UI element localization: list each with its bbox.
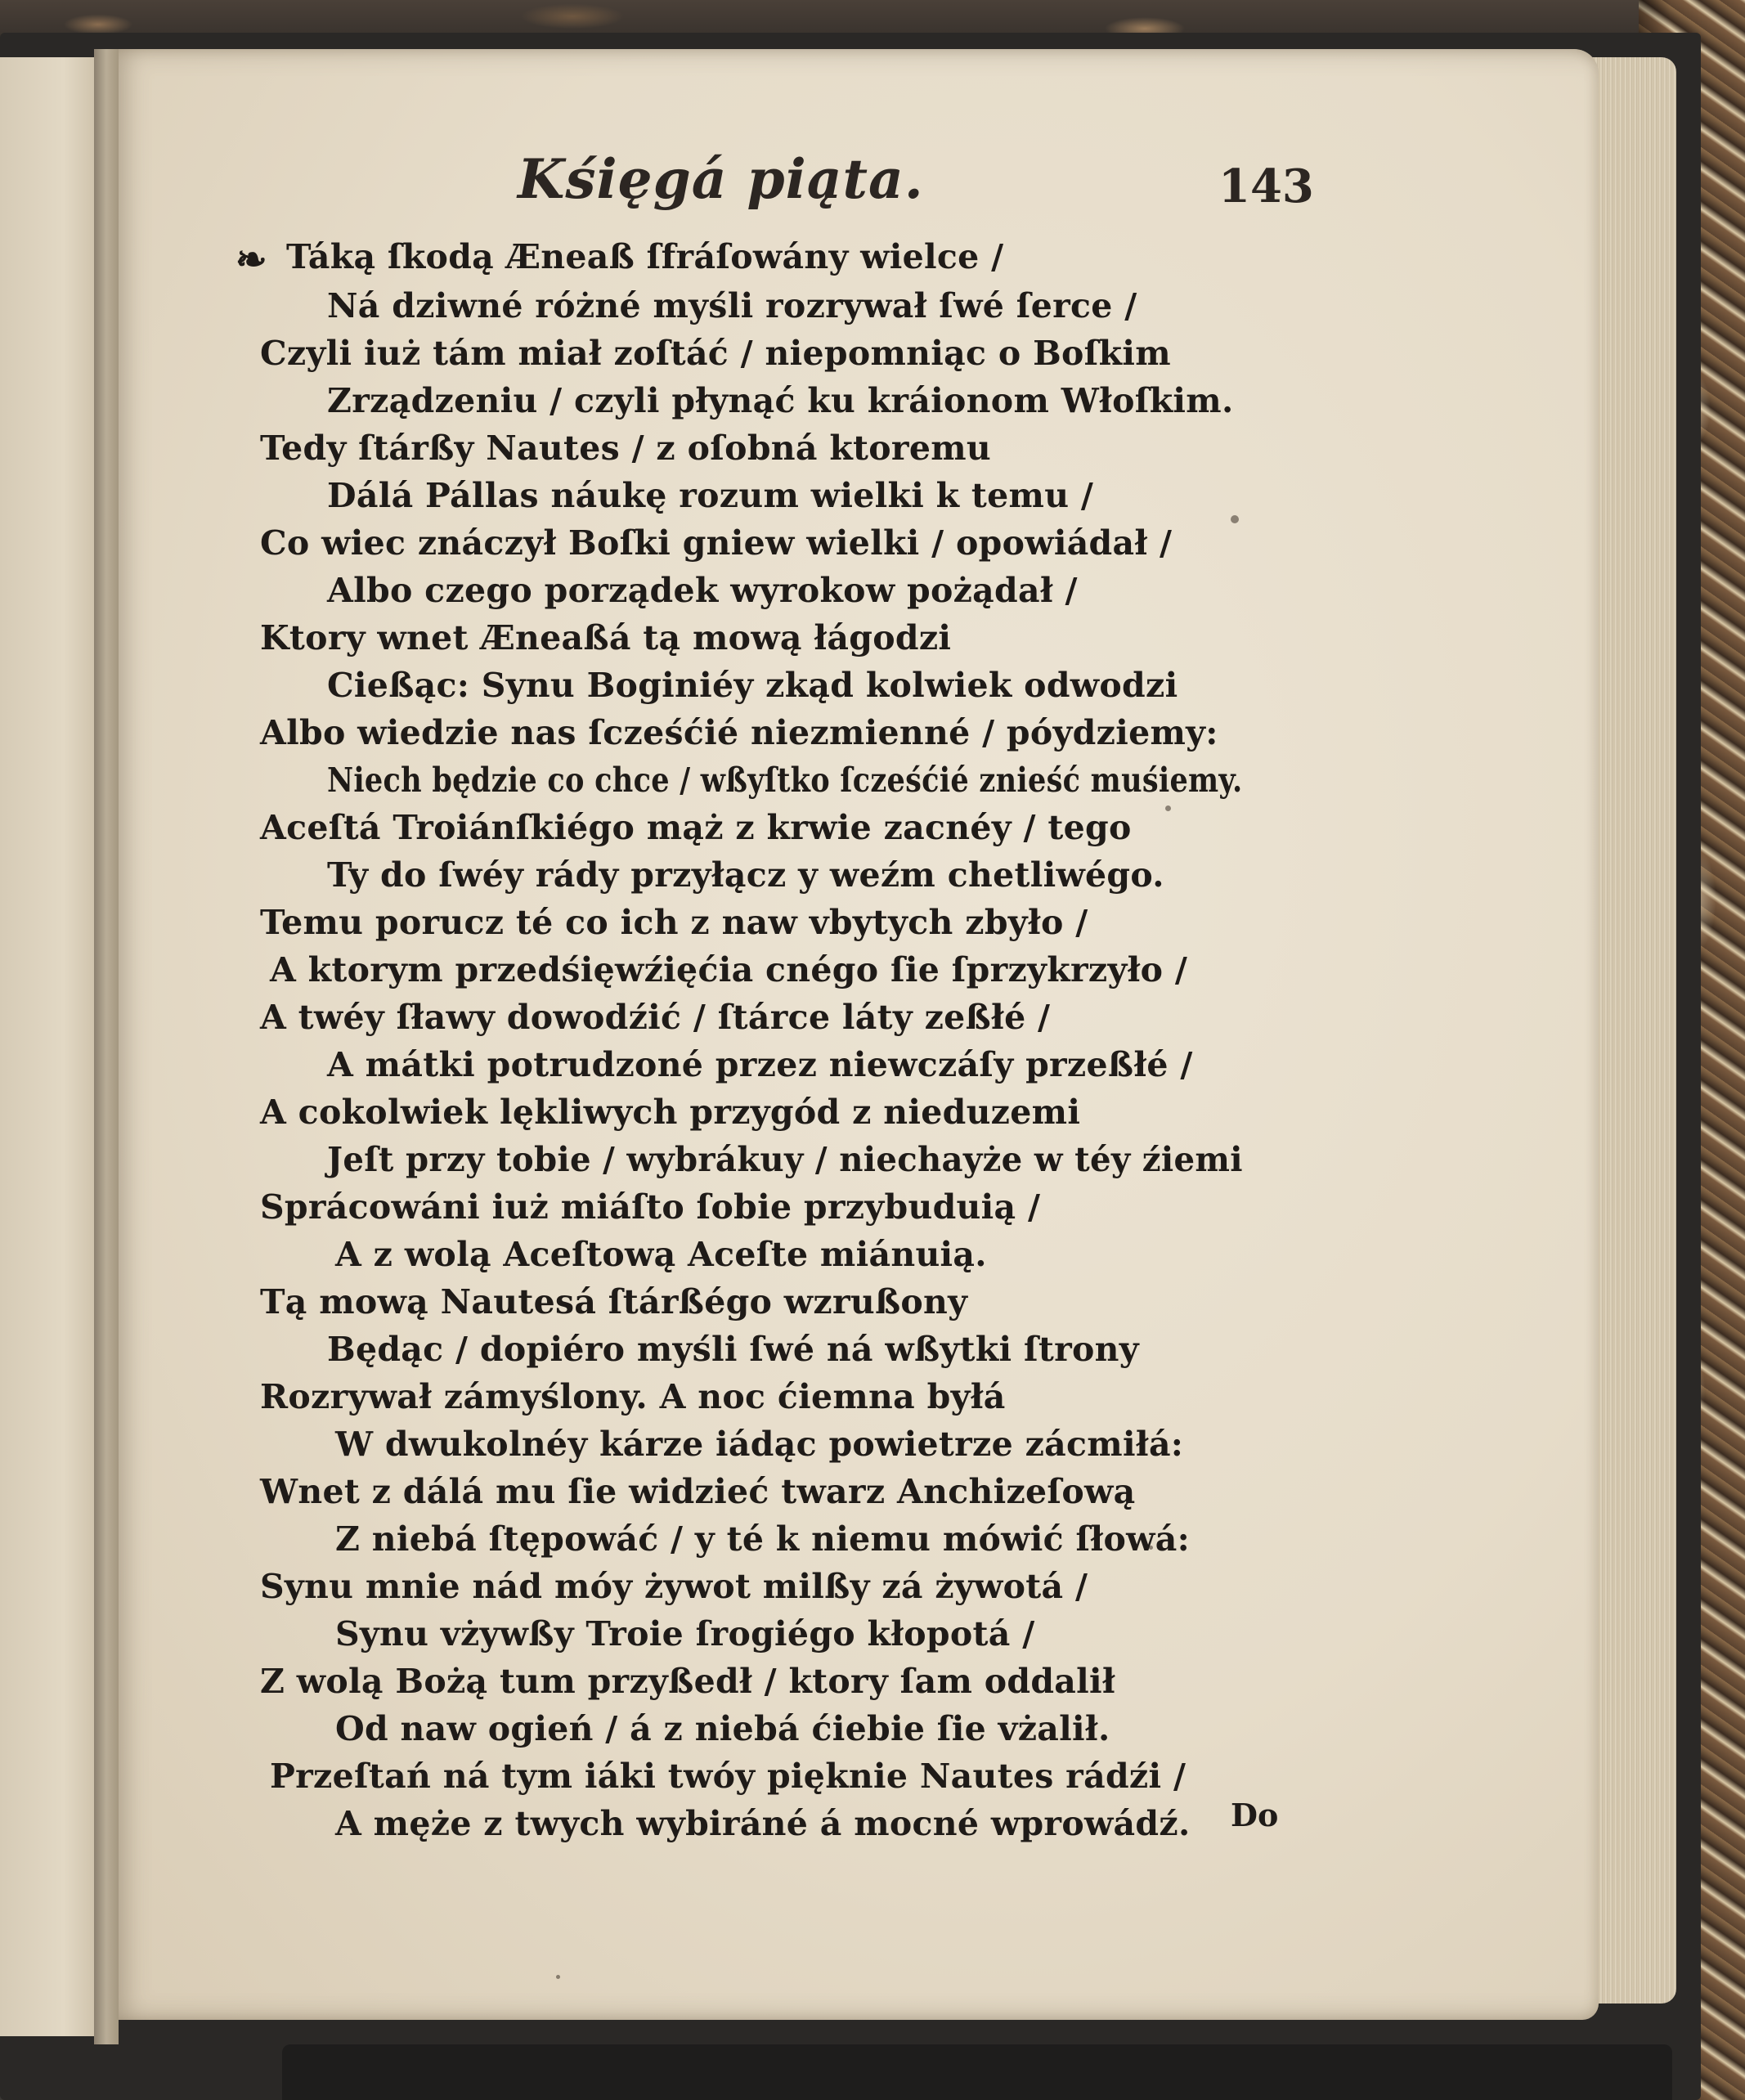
running-head-title: Kśięgá piąta.	[518, 147, 924, 211]
text-line: Niech będzie co chce / wßyſtko ſcześćié znieść muśiemy.	[327, 761, 1243, 800]
text-line: Cießąc: Synu Boginiéy zkąd kolwiek odwodzi	[327, 666, 1178, 705]
text-line: Aceſtá Troiánſkiégo mąż z krwie zacnéy / tego	[260, 808, 1132, 847]
ink-spot	[1231, 515, 1239, 523]
text-line: Z wolą Bożą tum przyßedł / ktory ſam oddalił	[260, 1662, 1115, 1701]
text-line: Albo wiedzie nas ſcześćié niezmienné / póydziemy:	[260, 713, 1218, 752]
text-line: Sprácowáni iuż miáſto ſobie przybuduią /	[260, 1187, 1041, 1227]
text-line: Jeſt przy tobie / wybrákuy / niechayże w téy źiemi	[327, 1140, 1243, 1179]
text-line: A mátki potrudzoné przez niewczáſy przeßłé /	[327, 1045, 1193, 1084]
left-page-edge	[0, 57, 106, 2036]
text-line: Albo czego porządek wyrokow pożądał /	[327, 571, 1078, 610]
paragraph-mark-icon: ❧	[236, 237, 267, 281]
text-line: Rozrywał zámyślony. A noc ćiemna byłá	[260, 1377, 1006, 1416]
ink-spot	[1165, 805, 1171, 811]
text-line: A ktorym przedśięwźięćia cnégo ſie ſprzykrzyło /	[270, 950, 1188, 989]
text-line: Wnet z dálá mu ſie widzieć twarz Anchizeſową	[260, 1472, 1136, 1511]
text-line: Ty do ſwéy rády przyłącz y weźm chetliwégo.	[327, 855, 1164, 895]
ink-spot	[556, 1975, 560, 1979]
text-line: Zrządzeniu / czyli płynąć ku kráionom Włoſkim.	[327, 381, 1234, 420]
text-line: W dwukolnéy kárze iádąc powietrze zácmiłá:	[335, 1425, 1184, 1464]
text-line: Czyli iuż tám miał zoſtáć / niepomniąc o Boſkim	[260, 334, 1171, 373]
text-line: A męże z twych wybiráné á mocné wprowádź.	[335, 1804, 1191, 1843]
catchword: Do	[1231, 1797, 1279, 1833]
text-line: Ná dziwné różné myśli rozrywał ſwé ſerce /	[327, 286, 1137, 325]
text-line: Dálá Pállas náukę rozum wielki k temu /	[327, 476, 1094, 515]
text-line: Tą mową Nautesá ſtárßégo wzrußony	[260, 1282, 968, 1321]
text-line: Ktory wnet Æneaßá tą mową łágodzi	[260, 618, 952, 657]
text-line: A cokolwiek lękliwych przygód z nieduzemi	[260, 1093, 1081, 1132]
text-line: A z wolą Aceſtową Aceſte miánuią.	[335, 1235, 987, 1274]
text-line: Synu mnie nád móy żywot milßy zá żywotá /	[260, 1567, 1088, 1606]
text-line: A twéy ſławy dowodźić / ſtárce láty zeßłé /	[260, 998, 1051, 1037]
page-number: 143	[1218, 159, 1314, 213]
text-line: Synu vżywßy Troie ſrogiégo kłopotá /	[335, 1614, 1035, 1654]
text-line: Co wiec znáczył Boſki gniew wielki / opowiádał /	[260, 523, 1173, 563]
text-line: Od naw ogień / á z niebá ćiebie ſie vżalił.	[335, 1709, 1110, 1748]
text-line: Przeſtań ná tym iáki twóy pięknie Nautes rádźi /	[270, 1757, 1187, 1796]
book-gutter	[94, 49, 119, 2044]
book-bottom-edge	[282, 2044, 1672, 2100]
text-line: Z niebá ſtępowáć / y té k niemu mówić ſłowá:	[335, 1519, 1191, 1559]
text-line: Temu porucz té co ich z naw vbytych zbyło /	[260, 903, 1088, 942]
text-line: Tedy ſtárßy Nautes / z oſobná ktoremu	[260, 429, 992, 468]
text-line: Będąc / dopiéro myśli ſwé ná wßytki ſtrony	[327, 1330, 1139, 1369]
text-line: Táką ſkodą Æneaß ſfráſowány wielce /	[286, 237, 1004, 276]
